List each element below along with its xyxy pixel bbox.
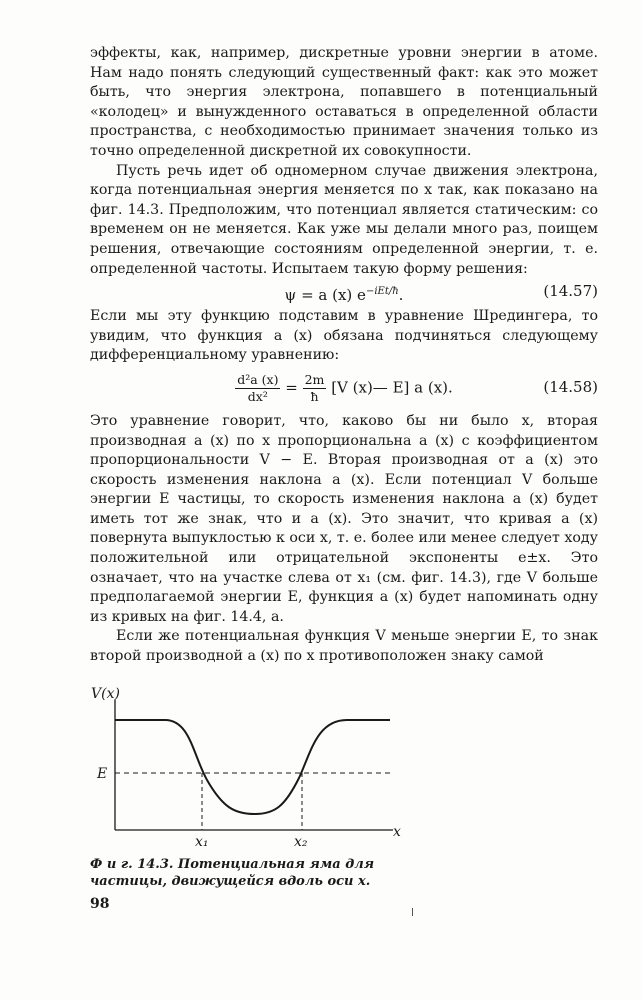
print-mark [412, 908, 413, 916]
eq2-number: (14.58) [543, 377, 598, 396]
eq1-number: (14.57) [543, 282, 598, 301]
eq2-coefficient [303, 372, 327, 405]
body-text [90, 44, 598, 667]
paragraph-5: Если же потенциальная функция V меньше энергии E, то знак второй производной a (x) по x противоположен знаку самой [90, 628, 598, 665]
figure-caption: Ф и г. 14.3. Потенциальная яма для частицы, движущейся вдоль оси x. [90, 857, 375, 889]
eq2-coef-den: ħ [310, 388, 319, 404]
eq2-fraction [235, 372, 280, 405]
eq1-tail: . [398, 286, 404, 305]
equation-14-58 [90, 366, 598, 412]
eq2-rhs: [V (x)— E] a (x). [331, 378, 453, 397]
eq2-coef-num: 2m [304, 371, 325, 387]
x-axis-label: x [393, 824, 401, 840]
paragraph-2: Пусть речь идет об одномерном случае движения электрона, когда потенциальная энергия меняется по x так, как показано на фиг. 14.3. Предположим, что потенциал является статическим: со временем он не меняется. Как уже мы делали много раз, поищем решения, отвечающие состояниям определенной энергии, т. е. определенной частоты. Испытаем такую форму решения: [90, 162, 598, 277]
paragraph-4: Это уравнение говорит, что, каково бы ни было x, вторая производная a (x) по x пропорциональна a (x) с коэффициентом пропорциональности V − E. Вторая производная от a (x) это скорость изменения наклона a (x). Если потенциал V больше энергии E частицы, то скорость изменения наклона a (x) будет иметь тот же знак, что и a (x). Это значит, что кривая a (x) повернута выпуклостью к оси x, т. е. более или менее следует ходу положительной или отрицательной экспоненты e±x. Это означает, что на участке слева от x₁ (см. фиг. 14.3), где V больше предполагаемой энергии E, функция a (x) будет напоминать одну из кривых на фиг. 14.4, a. [90, 412, 598, 625]
x2-label: x₂ [294, 834, 308, 850]
potential-well-diagram [85, 680, 415, 850]
eq2-denominator: dx² [247, 388, 268, 404]
eq1-exponent: −iEt/ħ [365, 286, 399, 298]
paragraph-1: эффекты, как, например, дискретные уровни энергии в атоме. Нам надо понять следующий существенный факт: как это может быть, что энергия электрона, попавшего в потенциальный «колодец» и вынужденного оставаться в определенной области пространства, с необходимостью принимает значения только из точно определенной дискретной их совокупности. [90, 45, 598, 159]
y-axis-label: V(x) [91, 686, 120, 702]
eq2-equals: = [285, 378, 298, 397]
page-number: 98 [90, 896, 110, 912]
figure-14-3 [85, 680, 415, 850]
paragraph-3: Если мы эту функцию подставим в уравнение Шредингера, то увидим, что функция a (x) обязана подчиняться следующему дифференциальному уравнению: [90, 308, 598, 364]
eq2-numerator: d²a (x) [237, 371, 279, 387]
equation-14-57 [90, 279, 598, 307]
energy-label: E [97, 766, 108, 782]
eq1-body: ψ = a (x) e [284, 286, 366, 305]
x1-label: x₁ [195, 834, 209, 850]
potential-curve [115, 720, 390, 814]
